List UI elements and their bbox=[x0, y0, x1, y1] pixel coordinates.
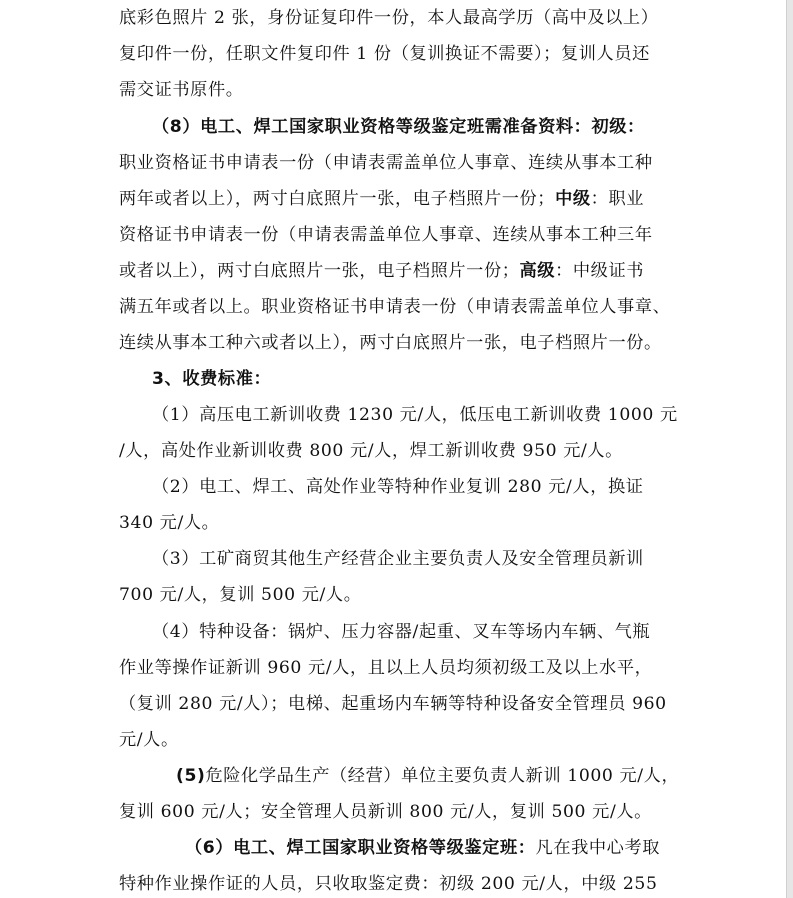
text-segment: 高级 bbox=[519, 261, 556, 281]
text-segment: 复训 600 元/人；安全管理人员新训 800 元/人，复训 500 元/人。 bbox=[119, 802, 652, 822]
text-segment: 两年或者以上），两寸白底照片一张，电子档照片一份； bbox=[119, 189, 556, 209]
text-line bbox=[152, 547, 644, 571]
text-segment: （3）工矿商贸其他生产经营企业主要负责人及安全管理员新训 bbox=[152, 549, 644, 569]
text-segment: 元/人。 bbox=[119, 730, 179, 750]
text-segment: （2）电工、焊工、高处作业等特种作业复训 280 元/人，换证 bbox=[152, 477, 644, 497]
text-segment: 700 元/人，复训 500 元/人。 bbox=[119, 585, 362, 605]
text-segment: （6）电工、焊工国家职业资格等级鉴定班： bbox=[185, 838, 536, 858]
text-segment: 危险化学品生产（经营）单位主要负责人新训 1000 元/人， bbox=[205, 766, 680, 786]
text-segment: 底彩色照片 2 张，身份证复印件一份，本人最高学历（高中及以上） bbox=[119, 8, 659, 28]
text-line bbox=[119, 223, 653, 247]
text-line bbox=[119, 259, 644, 283]
text-segment: (5) bbox=[176, 766, 206, 786]
text-segment: （4）特种设备：锅炉、压力容器/起重、叉车等场内车辆、气瓶 bbox=[152, 622, 651, 642]
text-segment: 中级 bbox=[555, 189, 591, 209]
text-line bbox=[119, 187, 644, 211]
text-segment: 3、收费标准： bbox=[152, 369, 272, 389]
text-line bbox=[119, 295, 670, 319]
text-line bbox=[119, 439, 623, 463]
text-line bbox=[119, 511, 219, 535]
text-line bbox=[119, 872, 657, 896]
text-segment: ：中级证书 bbox=[555, 261, 645, 281]
section-heading bbox=[152, 367, 271, 391]
text-segment: （1）高压电工新训收费 1230 元/人，低压电工新训收费 1000 元 bbox=[152, 405, 678, 425]
text-segment: 复印件一份，任职文件复印件 1 份（复训换证不需要）；复训人员还 bbox=[119, 44, 650, 64]
text-line bbox=[119, 728, 179, 752]
text-segment: 或者以上），两寸白底照片一张，电子档照片一份； bbox=[119, 261, 520, 281]
text-segment: （8）电工、焊工国家职业资格等级鉴定班需准备资料：初级： bbox=[152, 117, 645, 137]
text-line bbox=[152, 620, 650, 644]
text-line bbox=[176, 764, 679, 788]
section-heading bbox=[185, 836, 660, 860]
text-line bbox=[119, 800, 652, 824]
text-line bbox=[152, 475, 644, 499]
page-edge bbox=[786, 0, 793, 898]
text-line bbox=[119, 331, 662, 355]
text-line bbox=[119, 583, 361, 607]
text-segment: /人，高处作业新训收费 800 元/人，焊工新训收费 950 元/人。 bbox=[119, 441, 623, 461]
text-segment: 340 元/人。 bbox=[119, 513, 220, 533]
text-segment: （复训 280 元/人）；电梯、起重场内车辆等特种设备安全管理员 960 bbox=[119, 694, 667, 714]
text-segment: ：职业 bbox=[590, 189, 645, 209]
text-line bbox=[119, 6, 659, 30]
text-segment: 连续从事本工种六或者以上），两寸白底照片一张，电子档照片一份。 bbox=[119, 333, 662, 353]
text-line bbox=[119, 42, 650, 66]
text-line bbox=[119, 692, 667, 716]
text-line bbox=[152, 403, 678, 427]
text-line bbox=[119, 78, 244, 102]
text-segment: 资格证书申请表一份（申请表需盖单位人事章、连续从事本工种三年 bbox=[119, 225, 653, 245]
text-segment: 特种作业操作证的人员，只收取鉴定费：初级 200 元/人，中级 255 bbox=[119, 874, 658, 894]
text-segment: 职业资格证书申请表一份（申请表需盖单位人事章、连续从事本工种 bbox=[119, 153, 653, 173]
text-line bbox=[119, 151, 653, 175]
text-segment: 满五年或者以上。职业资格证书申请表一份（申请表需盖单位人事章、 bbox=[119, 297, 671, 317]
text-line bbox=[119, 656, 652, 680]
section-heading bbox=[152, 115, 645, 139]
text-segment: 需交证书原件。 bbox=[119, 80, 244, 100]
text-segment: 作业等操作证新训 960 元/人，且以上人员均须初级工及以上水平， bbox=[119, 658, 653, 678]
text-segment: 凡在我中心考取 bbox=[535, 838, 661, 858]
